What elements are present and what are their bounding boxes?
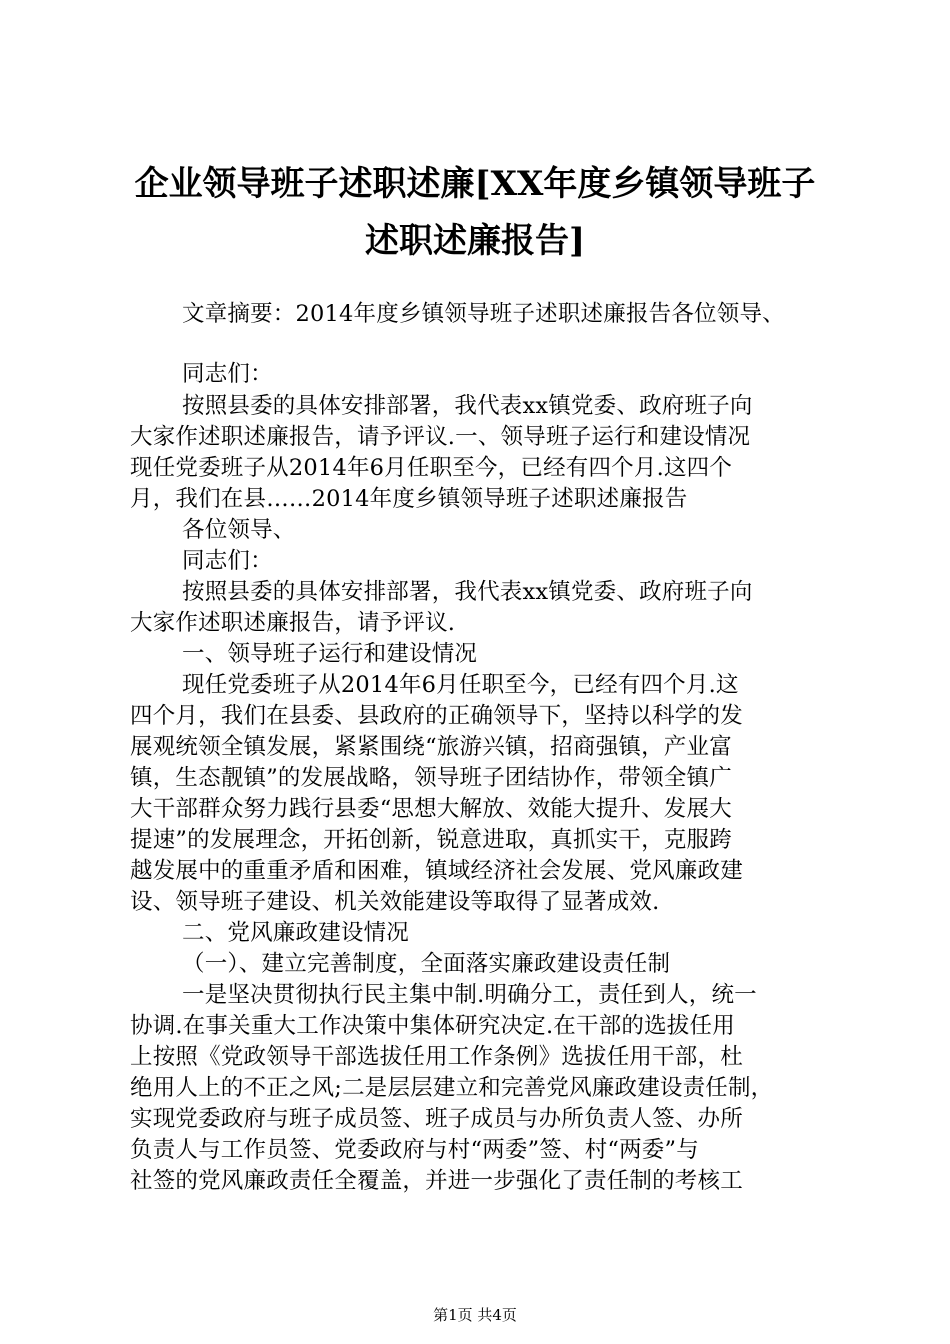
body-line: 现任党委班子从2014年6月任职至今，已经有四个月.这四个: [130, 455, 733, 481]
page-number-footer: 第1页 共4页: [433, 1306, 517, 1324]
body-line: 大家作述职述廉报告，请予评议.一、领导班子运行和建设情况: [130, 424, 751, 450]
body-line: 同志们：: [182, 548, 273, 574]
body-line: 各位领导、: [182, 517, 296, 543]
body-line: 大家作述职述廉报告，请予评议.: [130, 610, 456, 636]
section-heading: 一、领导班子运行和建设情况: [182, 641, 478, 667]
body-line: 镇，生态靓镇”的发展战略，领导班子团结协作，带领全镇广: [130, 765, 732, 791]
section-heading: 二、党风廉政建设情况: [182, 920, 410, 946]
body-line: 负责人与工作员签、党委政府与村“两委”签、村“两委”与: [130, 1137, 699, 1163]
body-line: 社签的党风廉政责任全覆盖，并进一步强化了责任制的考核工: [130, 1168, 743, 1194]
body-line-abstract: 文章摘要：2014年度乡镇领导班子述职述廉报告各位领导、: [182, 301, 785, 327]
body-line: 上按照《党政领导干部选拔任用工作条例》选拔任用干部，杜: [130, 1044, 743, 1070]
body-line: 按照县委的具体安排部署，我代表xx镇党委、政府班子向: [182, 579, 753, 605]
body-line: 按照县委的具体安排部署，我代表xx镇党委、政府班子向: [182, 393, 753, 419]
body-line: 同志们：: [182, 361, 273, 387]
body-line: 绝用人上的不正之风;二是层层建立和完善党风廉政建设责任制，: [130, 1075, 774, 1101]
subsection-heading: （一）、建立完善制度，全面落实廉政建设责任制: [182, 951, 671, 977]
body-line: 现任党委班子从2014年6月任职至今，已经有四个月.这: [182, 672, 739, 698]
body-line: 提速”的发展理念，开拓创新，锐意进取，真抓实干，克服跨: [130, 827, 732, 853]
body-line: 月，我们在县……2014年度乡镇领导班子述职述廉报告: [130, 486, 688, 512]
document-title-line-2: 述职述廉报告]: [364, 221, 586, 261]
body-line: 展观统领全镇发展，紧紧围绕“旅游兴镇，招商强镇，产业富: [130, 734, 732, 760]
body-line: 大干部群众努力践行县委“思想大解放、效能大提升、发展大: [130, 796, 732, 822]
body-line: 设、领导班子建设、机关效能建设等取得了显著成效.: [130, 889, 660, 915]
body-line: 协调.在事关重大工作决策中集体研究决定.在干部的选拔任用: [130, 1013, 735, 1039]
body-line: 四个月，我们在县委、县政府的正确领导下，坚持以科学的发: [130, 703, 743, 729]
document-title-line-1: 企业领导班子述职述廉[XX年度乡镇领导班子: [134, 164, 816, 204]
body-line: 实现党委政府与班子成员签、班子成员与办所负责人签、办所: [130, 1106, 743, 1132]
body-line: 一是坚决贯彻执行民主集中制.明确分工，责任到人，统一: [182, 982, 757, 1008]
body-line: 越发展中的重重矛盾和困难，镇域经济社会发展、党风廉政建: [130, 858, 743, 884]
